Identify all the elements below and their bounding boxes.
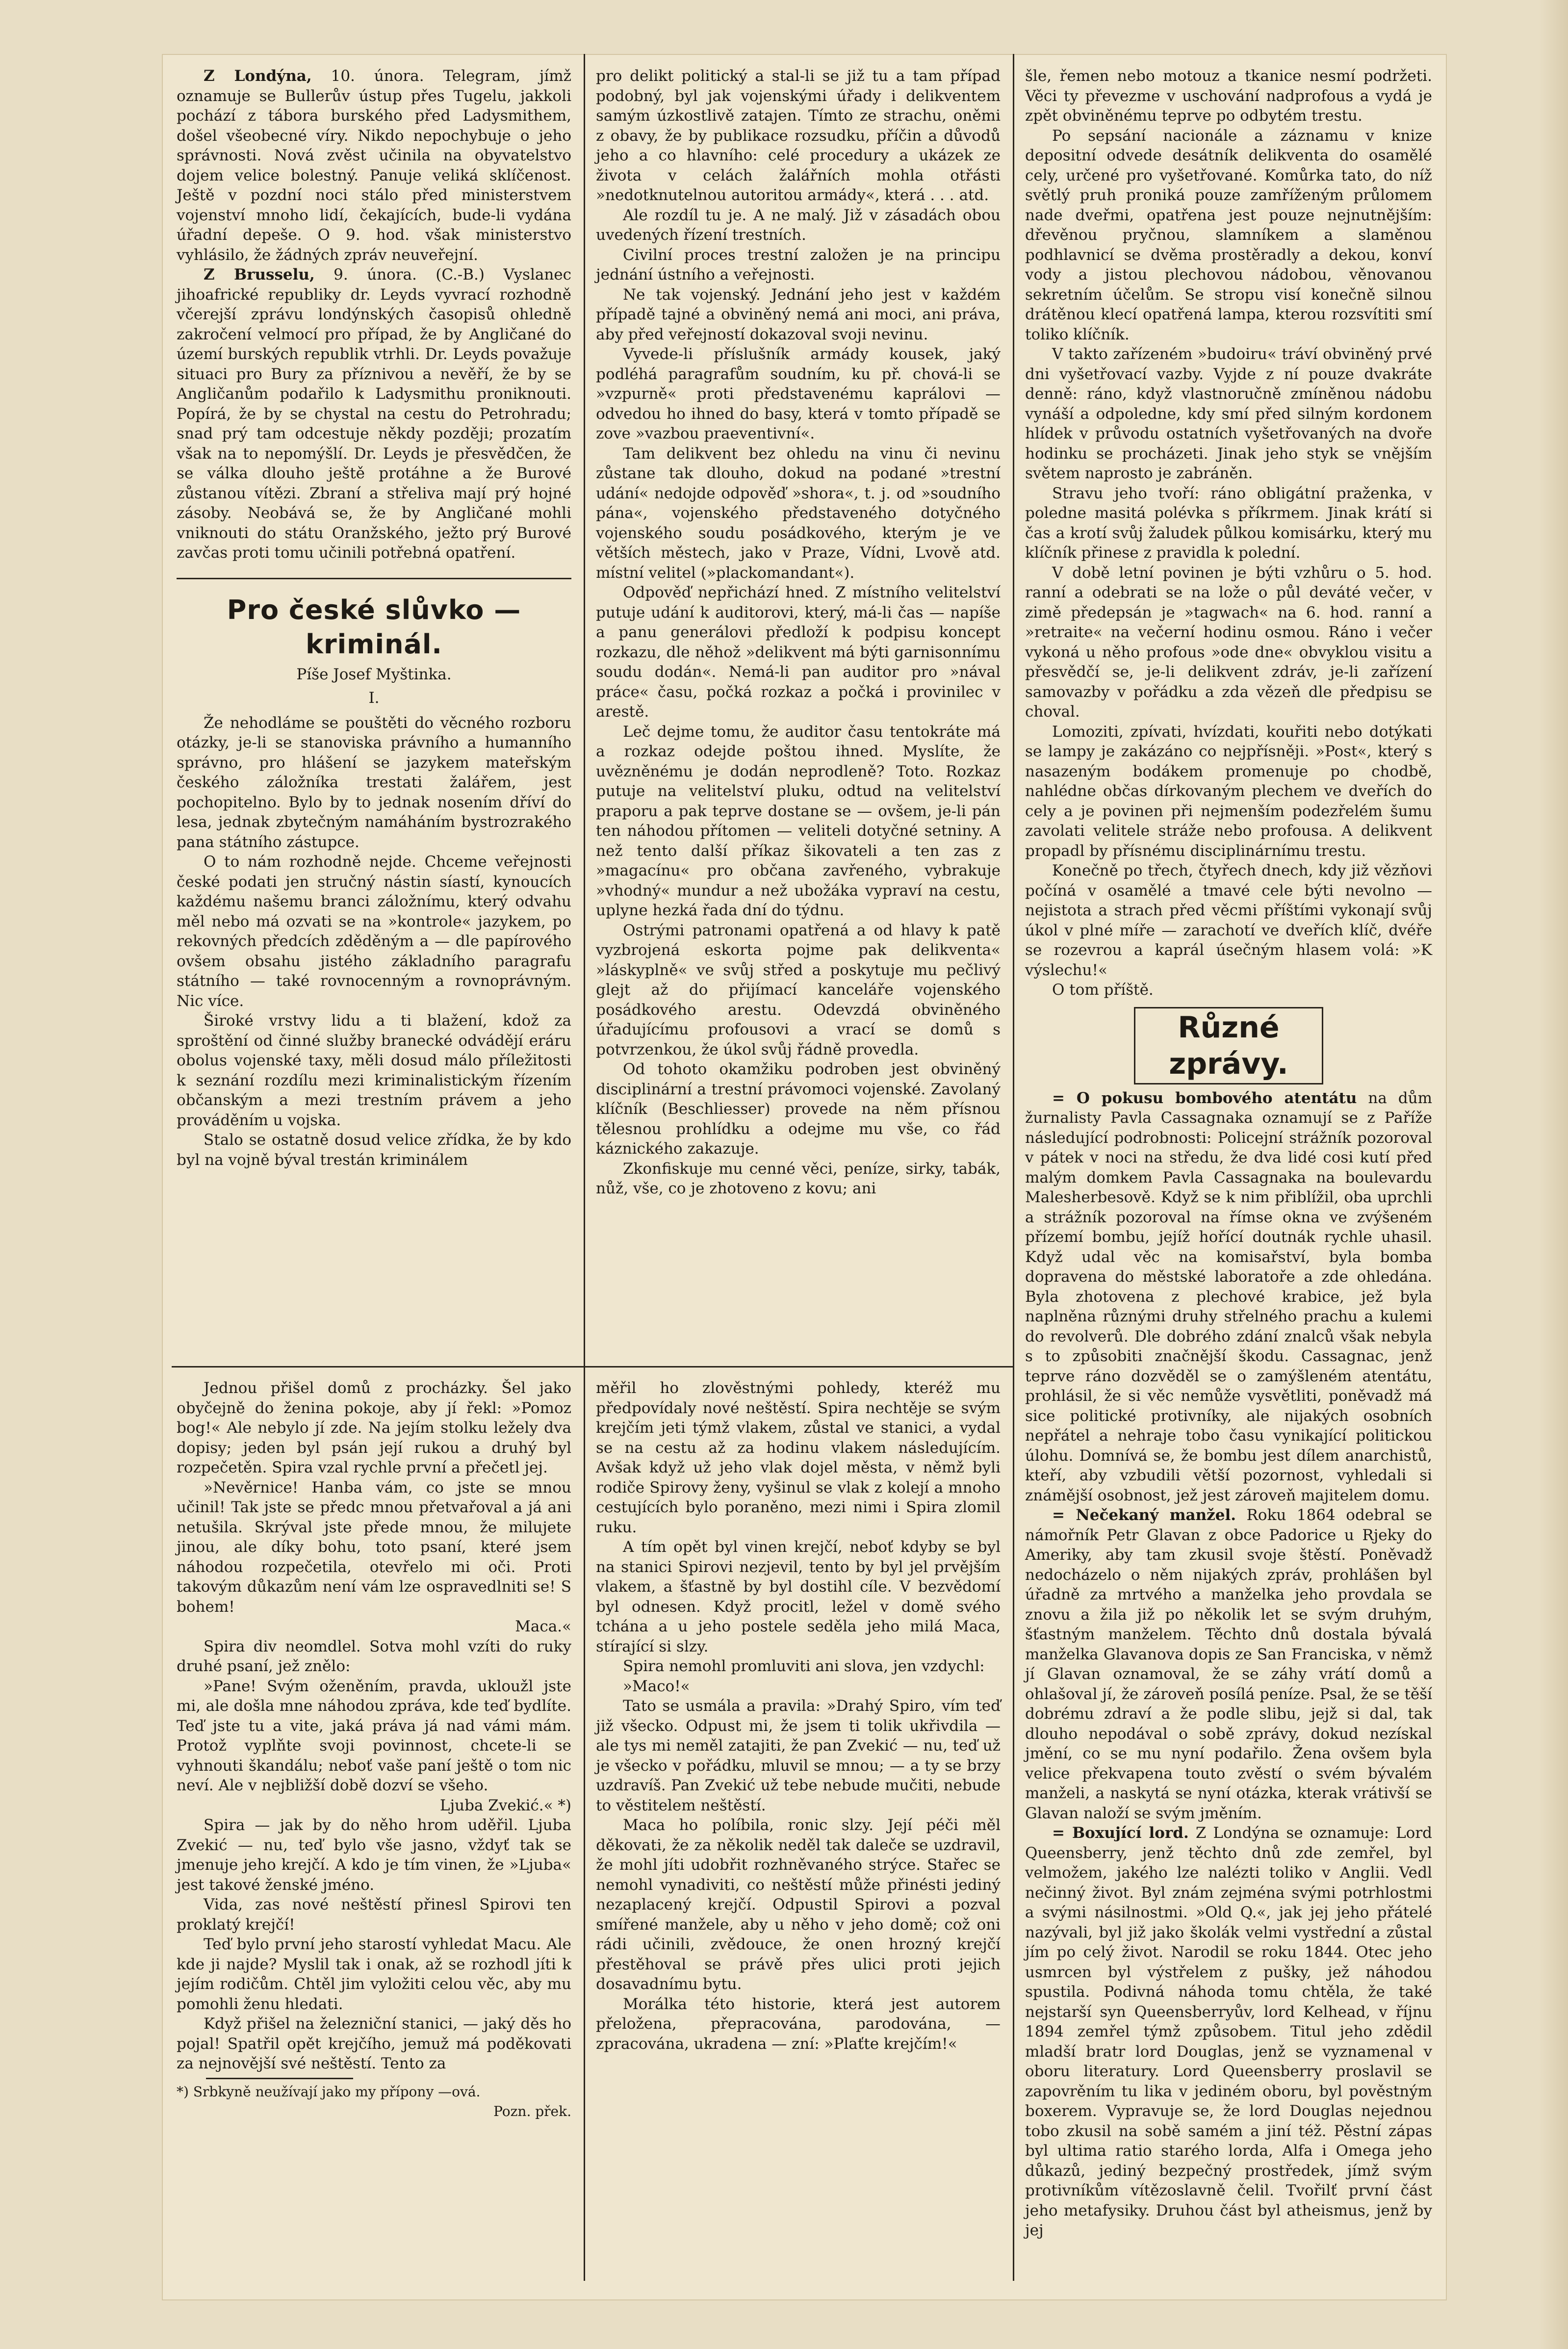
paragraph: Leč dejme tomu, že auditor času tentokráte má a rozkaz odejde poštou ihned. Myslíte, že uvězněnému je dodán neprodleně? Toto. Rozkaz putuje na velitelství pluku, odtud na velitelství praporu a pak teprve dostane se — ovšem, je-li pán ten náhodou přítomen — veliteli dotyčné setniny. A než tento další příkaz šikovateli a ten zas z »magacínu« pro občana zavřeného, vybrakuje »vhodný« mundur a než ubožáka vypraví na cestu, uplyne hezká řada dní do týdnu. — [596, 723, 1001, 919]
news-section-title: Různé zprávy. — [1134, 1007, 1323, 1084]
part-number: I. — [368, 689, 380, 707]
paragraph: Spira div neomdlel. Sotva mohl vzíti do ruky druhé psaní, jež znělo: — [177, 1637, 571, 1675]
paragraph: Spira nemohl promluviti ani slova, jen vzdychl: — [623, 1657, 985, 1675]
paragraph: Spira — jak by do něho hrom uděřil. Ljuba Zvekić — nu, teď bylo vše jasno, vždyť tak se jmenuje jeho krejčí. A kdo je tím vinen, že »Ljuba« jest takové ženské jméno. — [177, 1816, 571, 1894]
paragraph: Odpověď nepřichází hned. Z místního velitelství putuje udání k auditorovi, který, má-li čas — napíše a panu generálovi předloží k podpisu koncept rozkazu, dle něhož »delikvent má býti garnisonnímu soudu dodán«. Nemá-li pan auditor pro »nával práce« času, počká rozkaz a počká i provinilec v arestě. — [596, 584, 1001, 721]
paragraph: Tam delikvent bez ohledu na vinu či nevinu zůstane tak dlouho, dokud na podané »trestní udání« nedojde odpověď »shora«, t. j. od »soudního pána«, vojenského představeného dotyčného vojenského soudu posádkového, kterým je ve větších městech, jako v Praze, Vídni, Lvově atd. místní velitel (»plackomandant«). — [596, 444, 1001, 582]
paragraph: Vida, zas nové neštěstí přinesl Spirovi ten proklatý krejčí! — [177, 1896, 571, 1934]
paper-edge — [1539, 0, 1568, 2349]
byline: Píše Josef Myštinka. — [296, 665, 452, 683]
paragraph: Vyvede-li příslušník armády kousek, jaký podléhá paragrafům soudním, ku př. chová-li se »vzpurně« proti představenému kaprálovi — odvedou ho ihned do basy, která v tomto případě se zove »vazbou praeventivní«. — [596, 345, 1001, 442]
footnote: *) Srbkyně neužívají jako my přípony —ová. — [177, 2083, 481, 2100]
lower-column-1 — [177, 1378, 571, 2122]
paragraph: měřil ho zlověstnými pohledy, kteréž mu předpovídaly nové neštěstí. Spira nechtěje se svým krejčím jeti týmž vlakem, zůstal ve stanici, a vydal se na cestu až za hodinu vlakem následujícím. Avšak když už jeho vlak dojel města, v němž byli rodiče Spirovy ženy, vyšinul se vlak z kolejí a mnoho cestujících bylo poraněno, mezi nimi i Spira zlomil ruku. — [596, 1379, 1001, 1536]
newspaper-page — [162, 54, 1447, 2300]
footnote-signature: Pozn. přek. — [493, 2103, 571, 2119]
paragraph: Od tohoto okamžiku podroben jest obviněný disciplinární a trestní právomoci vojenské. Zavolaný klíčník (Beschliesser) provede na něm přísnou tělesnou prohlídku a odejme mu vše, co řád káznického zakazuje. — [596, 1060, 1001, 1158]
paragraph: Stravu jeho tvoří: ráno obligátní praženka, v poledne masitá polévka s příkrmem. Jinak krátí si čas a krotí svůj žaludek půlkou komisárku, který mu klíčník přinese z pravidla k polední. — [1025, 484, 1432, 562]
paragraph: Stalo se ostatně dosud velice zřídka, že by kdo byl na vojně býval trestán kriminálem — [177, 1131, 571, 1169]
paragraph: O to nám rozhodně nejde. Chceme veřejnosti české podati jen stručný nástin síastí, kynoucích každému našemu branci záložnímu, který odvahu měl nebo má ozvati se na »kontrole« jazykem, po rekovných předcích zděděným a — dle papírového ovšem obsahu jistého základního paragrafu státního — také rovnocenným a rovnoprávným. Nic více. — [177, 853, 571, 1010]
news-item-london: Z Londýna, 10. února. Telegram, jímž oznamuje se Bullerův ústup přes Tugelu, jakkoli pochází z tábora burského před Ladysmithem, došel všeobecné víry. Nikdo nepochybuje o jeho správnosti. Nová zvěst učinila na obyvatelstvo dojem velice bolestný. Panuje veliká sklíčenost. Ještě v pozdní noci stálo před ministerstvem vojenství mnoho lidí, čekajících, bude-li vydána úřadní depeše. O 9. hod. však ministerstvo vyhlásilo, že žádných zpráv neuveřejní. — [177, 67, 572, 264]
paragraph: Tato se usmála a pravila: »Drahý Spiro, vím teď již všecko. Odpust mi, že jsem ti tolik ukřivdila — ale tys mi neměl zatajiti, že pan Zvekić — nu, teď už je všecko v pořádku, mluvil se mnou; — a ty se brzy uzdravíš. Pan Zvekić už tebe nebude mučiti, nebude to věstitelem neštěstí. — [596, 1697, 1001, 1814]
paragraph: »Nevěrnice! Hanba vám, co jste se mnou učinil! Tak jste se předc mnou přetvařoval a já ani netušila. Skrýval jste přede mnou, že milujete jinou, ale díky bohu, toto psaní, které jsem náhodou rozpečetila, otevřelo mi oči. Proti takovým důkazům není vám lze ospravedlniti se! S bohem! — [177, 1478, 571, 1616]
news-item-bomb: = O pokusu bombového atentátu na dům žurnalisty Pavla Cassagnaka oznamují se z Paříže následující podrobnosti: Policejní strážník pozoroval v pátek v noci na středu, že dva lidé cosi kutí před malým domkem Pavla Cassagnaka na boulevardu Malesherbesově. Když se k nim přiblížil, oba uprchli a strážník pozoroval na římse okna ve zvýšeném přízemí bombu, jejíž hořící doutnák rychle uhasil. Když udal věc na komisařství, byla bomba dopravena do městské laboratoře a zde ohledána. Byla zhotovena z plechové krabice, jež byla naplněna různými druhy střelného prachu a kulemi do revolverů. Dle dobrého zdání znalců však nebyla s to způsobiti značnější škodu. Cassagnac, jenž teprve ráno dozvěděl se o zamýšleném atentátu, prohlásil, že si věc nemůže vysvětliti, poněvadž má sice politické protivníky, ale nijakých osobních nepřátel a nehraje tobo času vynikající politickou úlohu. Domnívá se, že bombu jest dílem anarchistů, kteří, aby vzbudili větší pozornost, vyhledali si známější osobnost, jež jest zároveň majitelem domu. — [1025, 1089, 1433, 1504]
column-rule-right — [1013, 54, 1014, 2281]
paragraph: Když přišel na železniční stanici, — jaký děs ho pojal! Spatřil opět krejčího, jemuž má poděkovati za nejnovější své neštěstí. Tento za — [177, 2015, 571, 2072]
paragraph: Civilní proces trestní založen je na principu jednání ústního a veřejnosti. — [596, 246, 1001, 284]
feuilleton-title: Pro české slůvko — kriminál. — [227, 594, 521, 660]
paragraph: Ne tak vojenský. Jednání jeho jest v každém případě tajné a obviněný nemá ani moci, ani práva, aby před veřejností dokazoval svoji nevinu. — [596, 285, 1001, 343]
column-rule-left — [584, 54, 585, 2281]
signature: Maca.« — [515, 1618, 571, 1635]
lower-column-2 — [596, 1378, 1001, 2054]
column-2 — [596, 66, 1001, 1199]
section-divider — [177, 578, 571, 579]
paragraph: šle, řemen nebo motouz a tkanice nesmí podržeti. Věci ty převezme v uschování nadprofous a vydá je zpět obviněnému teprve po odbytém trestu. — [1025, 67, 1432, 125]
footnote-rule — [206, 2078, 353, 2079]
paragraph: pro delikt politický a stal-li se již tu a tam případ podobný, byl jak vojenskými úřady i delikventem samým úzkostlivě zatajen. Tímto ze strachu, oněmi z obavy, že by publikace rozsudku, příčin a důvodů jeho a co hlavního: celé procedury a ukázek ze života v celách žalářních mohla otřásti »nedotknutelnou autoritou armády«, která . . . atd. — [596, 67, 1001, 204]
feuilleton-rule — [172, 1366, 1013, 1368]
paragraph: Jednou přišel domů z procházky. Šel jako obyčejně do ženina pokoje, aby jí řekl: »Pomoz bog!« Ale nebylo jí zde. Na jejím stolku ležely dva dopisy; jeden byl psán její rukou a druhý byl rozpečetěn. Spira vzal rychle první a přečetl jej. — [177, 1379, 571, 1476]
paragraph: Zkonfiskuje mu cenné věci, peníze, sirky, tabák, nůž, vše, co je zhotoveno z kovu; ani — [596, 1160, 1001, 1197]
paragraph: A tím opět byl vinen krejčí, neboť kdyby se byl na stanici Spirovi nezjevil, tento by byl jel prvějším vlakem, a šťastně by byl dostihl cíle. V bezvědomí byl odnesen. Když procitl, ležel v domě svého tchána a u jeho postele seděla jeho milá Maca, stírající si slzy. — [596, 1538, 1001, 1655]
paragraph: Konečně po třech, čtyřech dnech, kdy již vězňovi počíná v osamělé a tmavé cele býti nevolno — nejistota a strach před věcmi příštími vykonají svůj úkol v plné míře — zarachotí ve dveřích klíč, dvéře se rozevrou a kaprál úsečným hlasem volá: »K výslechu!« — [1025, 862, 1432, 979]
paragraph: Maca ho políbila, ronic slzy. Její péči měl děkovati, že za několik neděl tak daleče se uzdravil, že mohl jíti udobřit rozhněvaného strýce. Stařec se nemohl vynadiviti, co neštěstí může přinésti jediný nezaplacený krejčí. Odpustil Spirovi a pozval smířené manžele, aby u něho v jeho domě; což oni rádi učinili, zvědouce, že onen hrozný krejčí přestěhoval se právě přes ulici proti jejich dosavadnímu bytu. — [596, 1816, 1001, 1993]
paragraph: Široké vrstvy lidu a ti blažení, kdož za sproštění od činné služby branecké odvádějí eráru obolus vojenské taxy, měli dosud málo příležitosti k seznání rozdílu mezi kriminalistickým řízením občanským a mezi trestním právem a jeho prováděním u vojska. — [177, 1012, 571, 1129]
signature: Ljuba Zvekić.« *) — [439, 1796, 571, 1814]
paragraph: V době letní povinen je býti vzhůru o 5. hod. ranní a odebrati se na lože o půl deváté večer, v zimě předepsán je »tagwach« na 6. hod. ranní a »retraite« na večerní hodinu osmou. Ráno i večer vykoná u něho profous »ode dne« obvyklou visitu a přesvědčí se, je-li delikvent zdráv, je-li zařízení samovazby v pořádku a zda vězeň dle předpisu se choval. — [1025, 564, 1432, 721]
paragraph: »Pane! Svým oženěním, pravda, ukloužl jste mi, ale došla mne náhodou zpráva, kde teď bydlíte. Teď jste tu a vite, jaká práva já nad vámi mám. Protož vyplňte svoji povinnost, chcete-li se vyhnouti škandálu; neboť vaše paní ještě o tom nic neví. Ale v nejbližší době dozví se všeho. — [177, 1677, 571, 1794]
paragraph: »Maco!« — [623, 1677, 690, 1695]
paragraph: Teď bylo první jeho starostí vyhledat Macu. Ale kde ji najde? Myslil tak i onak, až se rozhodl jíti k jejím rodičům. Chtěl jim vyložiti celou věc, aby mu pomohli ženu hledati. — [177, 1936, 571, 2013]
column-3 — [1025, 66, 1432, 2241]
column-1 — [177, 66, 571, 1170]
paragraph: Že nehodláme se pouštěti do věcného rozboru otázky, je-li se stanoviska právního a humanního správno, pro hlášení se jazykem mateřským českého záložníka trestati žalářem, jest pochopitelno. Bylo by to jednak nosením dříví do lesa, jednak zbytečným namáháním bystrozrakého pana státního zástupce. — [177, 714, 571, 851]
paragraph: Lomoziti, zpívati, hvízdati, kouřiti nebo dotýkati se lampy je zakázáno co nejpřísněji. »Post«, který s nasazeným bodákem promenuje po chodbě, nahlédne občas dírkovaným plechem ve dveřích do cely a je povinen při nejmenším podezřelém šumu zavolati velitele stráže nebo profousa. A delikvent propadl by přísnému disciplinárnímu trestu. — [1025, 723, 1432, 860]
paragraph: Po sepsání nacionále a záznamu v knize depositní odvede desátník delikventa do osamělé cely, určené pro vyšetřované. Komůrka tato, do níž světlý pruh proniká pouze zamříženým průlomem nade dveřmi, opatřena jest pouze nejnutnějším: dřevěnou pryčnou, slamníkem a slaměnou podhlavnicí se dvěma prostěradly a dekou, konví vody a jistou plechovou nádobou, věnovanou sekretním účelům. Se stropu visí konečně silnou drátěnou klecí opatřená lampa, kterou rozsvítiti smí toliko klíčník. — [1025, 127, 1432, 343]
news-item-lord: = Boxující lord. Z Londýna se oznamuje: Lord Queensberry, jenž těchto dnů zde zemřel, byl velmožem, jakého lze nalézti toliko v Anglii. Vedl nečinný život. Byl znám zejména svými potrhlostmi a svými násilnostmi. »Old Q.«, jak jej jeho přátelé nazývali, byl již jako školák velmi vystřední a zůstal jím po celý život. Narodil se roku 1844. Otec jeho usmrcen byl výstřelem z pušky, jež náhodou spustila. Podivná náhoda tomu chtěla, že také nejstarší syn Queensberryův, lord Kelhead, v říjnu 1894 zemřel týmž způsobem. Titul jeho zdědil mladší bratr lord Douglas, jenž se vyznamenal v oboru literatury. Lord Queensberry proslavil se zapovrěním tu lika v jediném oboru, byl pověstným boxerem. Vypravuje se, že lord Douglas nejednou tobo zkusil na sobě samém a jiní též. Pěstní zápas byl ultima ratio starého lorda, Alfa i Omega jeho důkazů, jediný bezpečný prostředek, jímž svým protivníkům vítězoslavně čelil. Tvořilť první část jeho metafysiky. Druhou část byl atheismus, jenž by jej — [1025, 1824, 1432, 2239]
paragraph: Morálka této historie, která jest autorem přeložena, přepracována, parodována, — zpracována, ukradena — zní: »Plaťte krejčím!« — [596, 1995, 1001, 2053]
paragraph: Ale rozdíl tu je. A ne malý. Již v zásadách obou uvedených řízení trestních. — [596, 206, 1001, 244]
news-item-brussels: Z Brusselu, 9. února. (C.-B.) Vyslanec jihoafrické republiky dr. Leyds vyvrací rozhodně včerejší zprávu londýnských časopisů ohledně zakročení velmocí pro případ, že by Angličané do území burských republik vtrhli. Dr. Leyds považuje situaci pro Bury za příznivou a nevěří, že by se Angličanům podařilo k Ladysmithu proniknouti. Popírá, že by se chystal na cestu do Petrohradu; snad prý tam odcestuje někdy později; prozatím však na to nepomýšlí. Dr. Leyds je přesvědčen, že se válka dlouho ještě protáhne a že Burové zůstanou vítězi. Zbraní a střeliva mají prý hojné zásoby. Neobává se, že by Angličané mohli vniknouti do státu Oranžského, ježto prý Burové zavčas proti tomu učinili potřebná opatření. — [177, 266, 572, 562]
paragraph: Ostrými patronami opatřená a od hlavy k patě vyzbrojená eskorta pojme pak delikventa« »láskyplně« ve svůj střed a poskytuje mu pečlivý glejt až do přijímací kanceláře vojenského posádkového arestu. Odevzdá obviněného úřadujícímu profousovi a vrací se domů s potvrzenkou, že úkol svůj řádně provedla. — [596, 921, 1001, 1058]
paragraph: V takto zařízeném »budoiru« tráví obviněný prvé dni vyšetřovací vazby. Vyjde z ní pouze dvakráte denně: ráno, když vlastnoručně zmíněnou nádobu vynáší a odpoledne, kdy smí před silným kordonem hlídek v průvodu ostatních vyšetřovaných na dvoře hodinku se procházeti. Jinak jeho styk se vnějším světem naprosto je zabráněn. — [1025, 345, 1432, 482]
news-item-husband: = Nečekaný manžel. Roku 1864 odebral se námořník Petr Glavan z obce Padorice u Rjeky do Ameriky, aby tam zkusil svoje štěstí. Poněvadž nedocházelo o něm nijakých zpráv, prohlášen byl úřadně za mrtvého a manželka jeho provdala se znovu a žila již po několik let se svým druhým, šťastným manželem. Těchto dnů dostala bývalá manželka Glavanova dopis ze San Franciska, v němž jí Glavan oznamoval, že se záhy vrátí domů a ohlašoval jí, že zároveň posílá peníze. Psal, že se těší dobrému zdraví a že podle slibu, jejž si dal, tak dlouho nepodával o sobě zprávy, dokud nezískal jmění, co se mu nyní podařilo. Žena ovšem byla velice překvapena touto zvěstí o svém bývalém manželi, a naskytá se nyní otázka, kterak vrátivší se Glavan naloží se svým jměním. — [1025, 1506, 1433, 1822]
paragraph: O tom příště. — [1052, 981, 1154, 999]
